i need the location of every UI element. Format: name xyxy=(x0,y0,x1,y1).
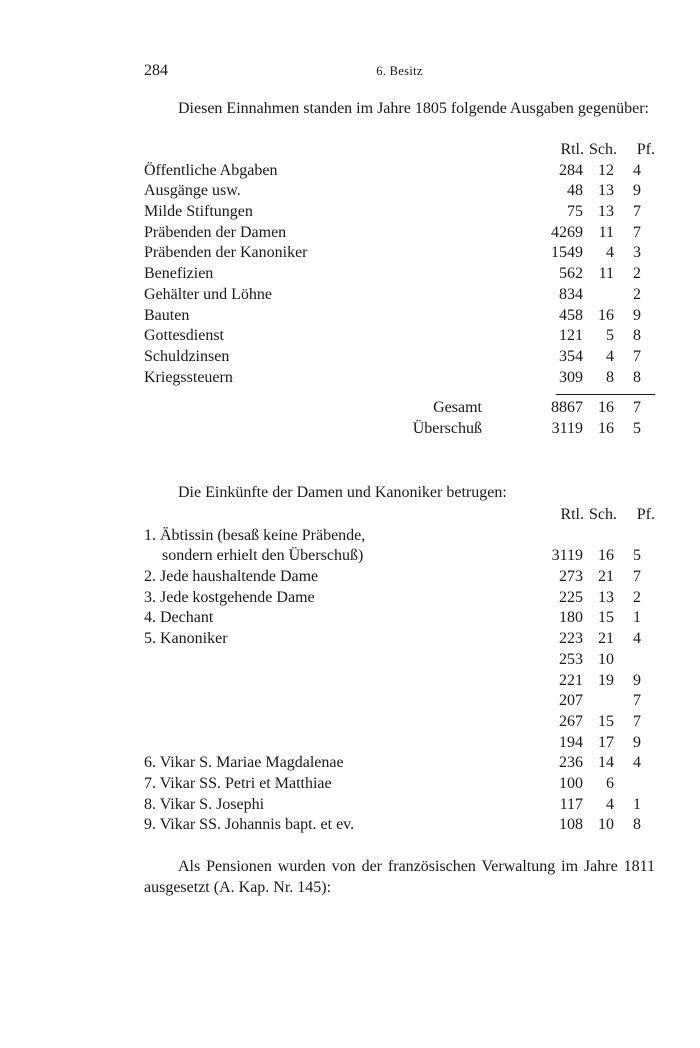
cell-pf: 4 xyxy=(633,630,641,648)
column-header-pf: Pf. xyxy=(636,506,655,523)
cell-sch: 17 xyxy=(598,733,614,751)
table-row xyxy=(144,306,655,327)
row-label: sondern erhielt den Überschuß) xyxy=(162,547,364,565)
cell-sch: 4 xyxy=(606,347,614,365)
cell-rtl: 834 xyxy=(559,285,583,303)
cell-rtl: 273 xyxy=(559,568,583,586)
intro-paragraph: Diesen Einnahmen standen im Jahre 1805 folgende Ausgaben gegenüber: xyxy=(178,100,649,117)
table-row xyxy=(144,650,655,671)
surplus-pf: 5 xyxy=(633,419,641,437)
cell-rtl: 458 xyxy=(559,306,583,324)
cell-pf: 7 xyxy=(633,712,641,730)
cell-sch: 16 xyxy=(598,547,614,565)
row-label: Milde Stiftungen xyxy=(144,203,253,221)
cell-rtl: 100 xyxy=(559,774,583,792)
cell-pf: 7 xyxy=(633,568,641,586)
cell-sch: 16 xyxy=(598,306,614,324)
row-label: 2. Jede haushaltende Dame xyxy=(144,568,319,586)
cell-sch: 15 xyxy=(598,609,614,627)
row-label: 8. Vikar S. Josephi xyxy=(144,795,265,813)
row-label: Schuldzinsen xyxy=(144,347,230,365)
cell-sch: 10 xyxy=(598,650,614,668)
cell-rtl: 354 xyxy=(559,347,583,365)
cell-sch: 13 xyxy=(598,203,614,221)
cell-sch: 6 xyxy=(606,774,614,792)
total-rtl: 8867 xyxy=(551,399,583,417)
row-label: Ausgänge usw. xyxy=(144,182,241,200)
expenses-table xyxy=(144,140,655,440)
cell-sch: 12 xyxy=(598,161,614,179)
row-label: Gottesdienst xyxy=(144,327,224,345)
table-row xyxy=(144,733,655,754)
column-header-pf: Pf. xyxy=(636,141,655,158)
expenses-column-headers xyxy=(144,140,655,161)
row-label: Präbenden der Kanoniker xyxy=(144,244,308,262)
cell-rtl: 1549 xyxy=(551,244,583,262)
cell-sch: 21 xyxy=(598,568,614,586)
table-row xyxy=(144,181,655,202)
cell-rtl: 221 xyxy=(559,671,583,689)
column-header-sch: Sch. xyxy=(589,506,617,523)
cell-sch: 11 xyxy=(598,265,614,283)
cell-pf: 7 xyxy=(633,223,641,241)
cell-pf: 1 xyxy=(633,795,641,813)
row-label: 3. Jede kostgehende Dame xyxy=(144,588,315,606)
table-row xyxy=(144,712,655,733)
table-row xyxy=(144,588,655,609)
row-label: Kriegssteuern xyxy=(144,368,233,386)
row-label: 1. Äbtissin (besaß keine Präbende, xyxy=(144,526,366,544)
page-number: 284 xyxy=(144,62,168,79)
table-row xyxy=(144,608,655,629)
total-row xyxy=(144,398,655,419)
surplus-row xyxy=(144,419,655,440)
cell-pf: 7 xyxy=(633,692,641,710)
surplus-label: Überschuß xyxy=(412,419,482,437)
sum-rule xyxy=(144,388,655,398)
cell-rtl: 3119 xyxy=(551,547,583,565)
cell-rtl: 225 xyxy=(559,588,583,606)
cell-rtl: 108 xyxy=(559,816,583,834)
cell-rtl: 75 xyxy=(567,203,583,221)
cell-sch: 13 xyxy=(598,588,614,606)
cell-rtl: 180 xyxy=(559,609,583,627)
cell-rtl: 267 xyxy=(559,712,583,730)
expenses-rows xyxy=(144,161,655,389)
income-rows xyxy=(144,526,655,836)
table-row xyxy=(144,264,655,285)
table-row xyxy=(144,526,655,547)
cell-sch: 14 xyxy=(598,754,614,772)
cell-rtl: 207 xyxy=(559,692,583,710)
table-row xyxy=(144,202,655,223)
cell-rtl: 253 xyxy=(559,650,583,668)
table-row xyxy=(144,774,655,795)
row-label: Präbenden der Damen xyxy=(144,223,287,241)
cell-rtl: 223 xyxy=(559,630,583,648)
surplus-rtl: 3119 xyxy=(551,419,583,437)
cell-sch: 15 xyxy=(598,712,614,730)
cell-pf: 7 xyxy=(633,203,641,221)
cell-sch: 8 xyxy=(606,368,614,386)
table-row xyxy=(144,629,655,650)
total-label: Gesamt xyxy=(433,399,482,417)
table-row xyxy=(144,546,655,567)
income-table xyxy=(144,505,655,836)
cell-rtl: 284 xyxy=(559,161,583,179)
table-row xyxy=(144,815,655,836)
row-label: 9. Vikar SS. Johannis bapt. et ev. xyxy=(144,816,355,834)
table-row xyxy=(144,753,655,774)
cell-rtl: 4269 xyxy=(551,223,583,241)
cell-sch: 11 xyxy=(598,223,614,241)
table-row xyxy=(144,567,655,588)
cell-pf: 9 xyxy=(633,671,641,689)
cell-pf: 1 xyxy=(633,609,641,627)
cell-pf: 8 xyxy=(633,816,641,834)
table-row xyxy=(144,691,655,712)
row-label: 5. Kanoniker xyxy=(144,630,228,648)
cell-pf: 4 xyxy=(633,754,641,772)
running-head: 6. Besitz xyxy=(376,64,423,78)
column-header-rtl: Rtl. xyxy=(560,506,584,523)
table-row xyxy=(144,671,655,692)
table-row xyxy=(144,347,655,368)
income-intro: Die Einkünfte der Damen und Kanoniker betrugen: xyxy=(178,484,507,501)
row-label: 7. Vikar SS. Petri et Matthiae xyxy=(144,774,332,792)
cell-pf: 7 xyxy=(633,347,641,365)
row-label: 4. Dechant xyxy=(144,609,214,627)
closing-paragraph: Als Pensionen wurden von der französischen Verwaltung im Jahre 1811 ausgesetzt (A. Kap. Nr. 145): xyxy=(144,858,655,896)
row-label: Bauten xyxy=(144,306,190,324)
cell-rtl: 309 xyxy=(559,368,583,386)
table-row xyxy=(144,243,655,264)
table-row xyxy=(144,326,655,347)
row-label: 6. Vikar S. Mariae Magdalenae xyxy=(144,754,344,772)
row-label: Benefizien xyxy=(144,265,214,283)
cell-pf: 8 xyxy=(633,368,641,386)
cell-pf: 9 xyxy=(633,733,641,751)
column-header-sch: Sch. xyxy=(589,141,617,158)
total-sch: 16 xyxy=(598,399,614,417)
cell-sch: 13 xyxy=(598,182,614,200)
cell-pf: 9 xyxy=(633,182,641,200)
cell-rtl: 48 xyxy=(567,182,583,200)
table-row xyxy=(144,285,655,306)
table-row xyxy=(144,161,655,182)
cell-pf: 8 xyxy=(633,327,641,345)
column-header-rtl: Rtl. xyxy=(560,141,584,158)
total-pf: 7 xyxy=(633,399,641,417)
page-header xyxy=(144,62,655,84)
cell-sch: 5 xyxy=(606,327,614,345)
row-label: Öffentliche Abgaben xyxy=(144,161,278,179)
cell-pf: 5 xyxy=(633,547,641,565)
cell-pf: 2 xyxy=(633,285,641,303)
cell-pf: 2 xyxy=(633,588,641,606)
cell-sch: 21 xyxy=(598,630,614,648)
row-label: Gehälter und Löhne xyxy=(144,285,272,303)
cell-rtl: 562 xyxy=(559,265,583,283)
cell-rtl: 117 xyxy=(559,795,583,813)
cell-sch: 19 xyxy=(598,671,614,689)
cell-rtl: 194 xyxy=(559,733,583,751)
income-column-headers xyxy=(144,505,655,526)
cell-pf: 3 xyxy=(633,244,641,262)
cell-sch: 4 xyxy=(606,795,614,813)
table-row xyxy=(144,223,655,244)
cell-rtl: 236 xyxy=(559,754,583,772)
cell-sch: 4 xyxy=(606,244,614,262)
cell-sch: 10 xyxy=(598,816,614,834)
table-row xyxy=(144,368,655,389)
cell-pf: 2 xyxy=(633,265,641,283)
cell-rtl: 121 xyxy=(559,327,583,345)
table-row xyxy=(144,795,655,816)
surplus-sch: 16 xyxy=(598,419,614,437)
cell-pf: 4 xyxy=(633,161,641,179)
cell-pf: 9 xyxy=(633,306,641,324)
